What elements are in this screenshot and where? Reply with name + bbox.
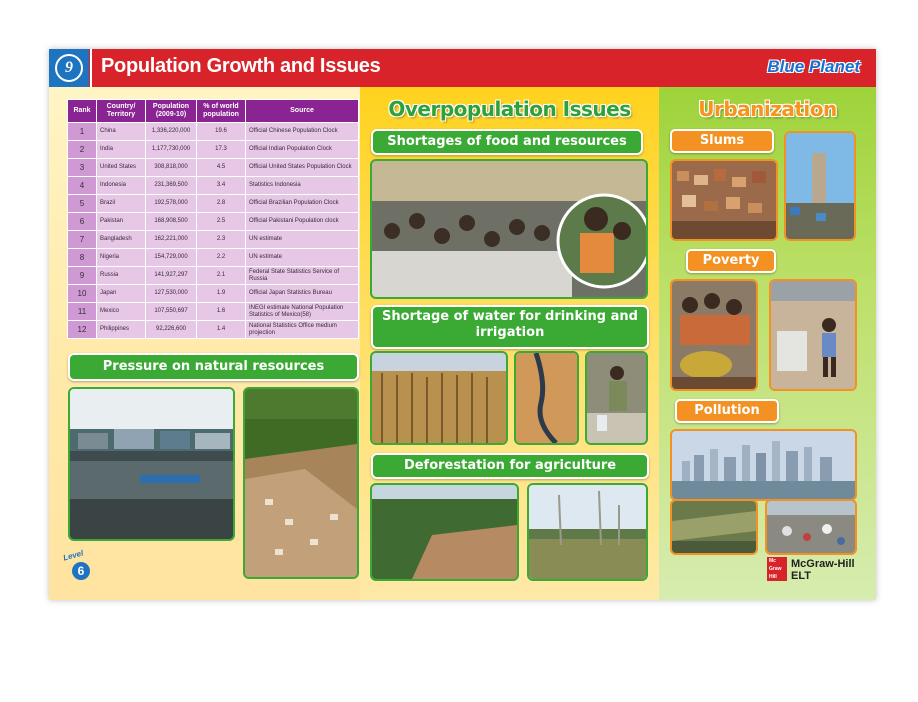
table-body [68, 123, 359, 339]
column-header: % of world population [197, 100, 246, 123]
population-cell: 154,729,000 [146, 249, 197, 267]
country-cell: Nigeria [97, 249, 146, 267]
percent-cell: 2.2 [197, 249, 246, 267]
population-cell: 1,177,730,000 [146, 141, 197, 159]
population-cell: 92,226,600 [146, 321, 197, 339]
deforestation-aerial-photo [370, 483, 519, 581]
overpopulation-heading: Overpopulation Issues [388, 97, 631, 121]
rank-cell: 9 [68, 267, 97, 285]
source-cell: Official United States Population Clock [246, 159, 359, 177]
country-cell: United States [97, 159, 146, 177]
urbanization-heading: Urbanization [698, 97, 837, 121]
slums-skyscraper-photo [784, 131, 856, 241]
source-cell: UN estimate [246, 231, 359, 249]
unit-badge [49, 49, 89, 87]
table-row [68, 249, 359, 267]
population-cell: 162,221,000 [146, 231, 197, 249]
pressure-tab: Pressure on natural resources [68, 353, 359, 381]
rank-cell: 1 [68, 123, 97, 141]
percent-cell: 2.5 [197, 213, 246, 231]
percent-cell: 4.5 [197, 159, 246, 177]
poverty-tab: Poverty [686, 249, 776, 273]
table-row [68, 159, 359, 177]
mcgraw-hill-logo-icon: Mc Graw Hill [767, 557, 787, 581]
header-divider [90, 49, 92, 87]
population-cell: 1,336,220,000 [146, 123, 197, 141]
slums-hillside-photo [670, 159, 778, 241]
poverty-crowd-photo [670, 279, 758, 391]
level-badge [62, 548, 93, 585]
water-collection-photo [585, 351, 648, 445]
source-cell: Official Chinese Population Clock [246, 123, 359, 141]
column-header: Country/ Territory [97, 100, 146, 123]
publisher-name: McGraw-Hill [791, 558, 855, 570]
percent-cell: 1.9 [197, 285, 246, 303]
stilt-houses-photo [68, 387, 235, 541]
population-cell: 192,578,000 [146, 195, 197, 213]
food-crowd-photo [370, 159, 648, 299]
percent-cell: 3.4 [197, 177, 246, 195]
country-cell: Indonesia [97, 177, 146, 195]
source-cell: INEGI estimate National Population Statistics of Mexico(58) [246, 303, 359, 321]
source-cell: Official Japan Statistics Bureau [246, 285, 359, 303]
source-cell: Statistics Indonesia [246, 177, 359, 195]
publisher-sub: ELT [791, 570, 811, 582]
table-row [68, 123, 359, 141]
population-cell: 231,369,500 [146, 177, 197, 195]
food-shortage-tab: Shortages of food and resources [371, 129, 643, 155]
population-cell: 107,550,697 [146, 303, 197, 321]
table-row [68, 321, 359, 339]
slums-tab: Slums [670, 129, 774, 153]
water-shortage-tab: Shortage of water for drinking and irrigation [371, 305, 649, 349]
table-row [68, 195, 359, 213]
rank-cell: 10 [68, 285, 97, 303]
population-cell: 168,908,500 [146, 213, 197, 231]
column-header: Source [246, 100, 359, 123]
rank-cell: 12 [68, 321, 97, 339]
population-table [67, 99, 359, 339]
source-cell: UN estimate [246, 249, 359, 267]
source-cell: Official Indian Population Clock [246, 141, 359, 159]
table-row [68, 213, 359, 231]
beach-garbage-photo [765, 499, 857, 555]
population-cell: 141,927,297 [146, 267, 197, 285]
dry-riverbed-photo [514, 351, 579, 445]
level-number: 6 [72, 562, 90, 580]
table-row [68, 177, 359, 195]
polluted-canal-photo [670, 499, 758, 555]
column-header: Population (2009-10) [146, 100, 197, 123]
percent-cell: 2.3 [197, 231, 246, 249]
rank-cell: 7 [68, 231, 97, 249]
cleared-forest-photo [527, 483, 648, 581]
table-row [68, 141, 359, 159]
series-title: Blue Planet [767, 57, 860, 76]
pollution-tab: Pollution [675, 399, 779, 423]
population-cell: 127,530,000 [146, 285, 197, 303]
dry-cornfield-photo [370, 351, 508, 445]
level-label: Level [62, 548, 85, 563]
country-cell: China [97, 123, 146, 141]
source-cell: Official Pakistani Population clock [246, 213, 359, 231]
deforestation-tab: Deforestation for agriculture [371, 453, 649, 479]
country-cell: Russia [97, 267, 146, 285]
percent-cell: 17.3 [197, 141, 246, 159]
rank-cell: 4 [68, 177, 97, 195]
country-cell: Pakistan [97, 213, 146, 231]
rank-cell: 8 [68, 249, 97, 267]
rank-cell: 11 [68, 303, 97, 321]
source-cell: Federal State Statistics Service of Russia [246, 267, 359, 285]
poster [49, 49, 876, 600]
country-cell: Philippines [97, 321, 146, 339]
table-row [68, 231, 359, 249]
country-cell: Brazil [97, 195, 146, 213]
city-smog-photo [670, 429, 857, 501]
percent-cell: 1.6 [197, 303, 246, 321]
rank-cell: 2 [68, 141, 97, 159]
country-cell: Mexico [97, 303, 146, 321]
rank-cell: 5 [68, 195, 97, 213]
rank-cell: 6 [68, 213, 97, 231]
table-row [68, 267, 359, 285]
publisher-logo [767, 557, 867, 585]
table-row [68, 303, 359, 321]
page-title: Population Growth and Issues [101, 55, 381, 77]
country-cell: Japan [97, 285, 146, 303]
table-header-row [68, 100, 359, 123]
source-cell: Official Brazilian Population Clock [246, 195, 359, 213]
country-cell: Bangladesh [97, 231, 146, 249]
percent-cell: 1.4 [197, 321, 246, 339]
unit-number: 9 [55, 54, 83, 82]
percent-cell: 2.8 [197, 195, 246, 213]
poverty-child-photo [769, 279, 857, 391]
column-header: Rank [68, 100, 97, 123]
source-cell: National Statistics Office medium projection [246, 321, 359, 339]
rank-cell: 3 [68, 159, 97, 177]
percent-cell: 19.6 [197, 123, 246, 141]
header-bar [49, 49, 876, 87]
aerial-farmland-photo [243, 387, 359, 579]
country-cell: India [97, 141, 146, 159]
table-row [68, 285, 359, 303]
percent-cell: 2.1 [197, 267, 246, 285]
population-cell: 308,818,000 [146, 159, 197, 177]
